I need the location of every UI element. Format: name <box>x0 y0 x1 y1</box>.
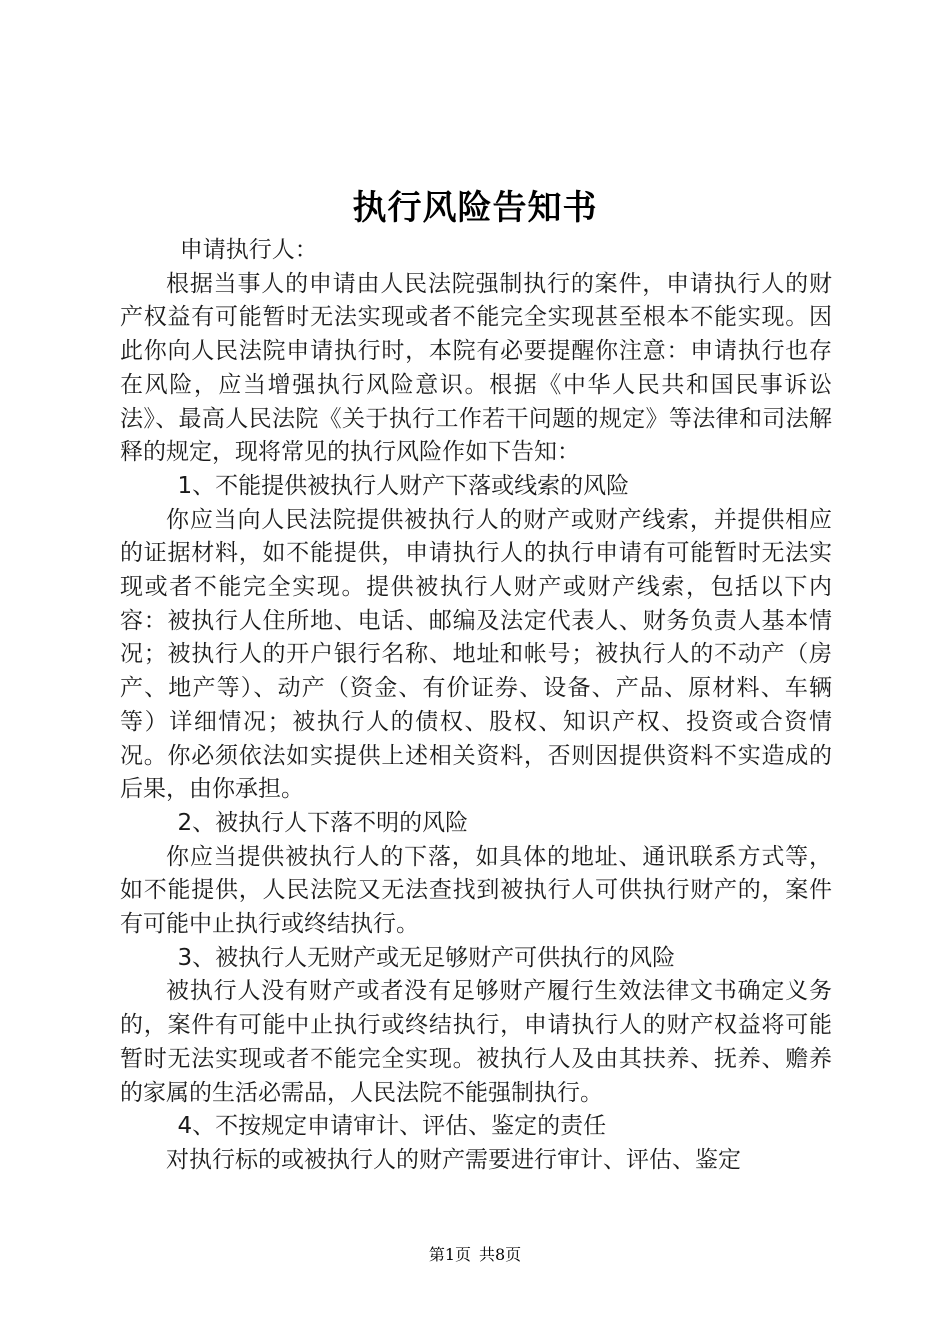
intro-paragraph: 根据当事人的申请由人民法院强制执行的案件，申请执行人的财产权益有可能暂时无法实现或者不能完全实现甚至根本不能实现。因此你向人民法院申请执行时，本院有必要提醒你注意：申请执行也存在风险，应当增强执行风险意识。根据《中华人民共和国民事诉讼法》、最高人民法院《关于执行工作若干问题的规定》等法律和司法解释的规定，现将常见的执行风险作如下告知： <box>120 270 832 466</box>
document-title: 执行风险告知书 <box>352 188 598 228</box>
page-footer <box>0 1244 950 1266</box>
page-total: 共8页 <box>479 1245 522 1264</box>
section-heading: 3、被执行人无财产或无足够财产可供执行的风险 <box>177 944 676 971</box>
page-number: 第1页 <box>428 1245 471 1264</box>
section-paragraph: 你应当向人民法院提供被执行人的财产或财产线索，并提供相应的证据材料，如不能提供，申请执行人的执行申请有可能暂时无法实现或者不能完全实现。提供被执行人财产或财产线索，包括以下内容：被执行人住所地、电话、邮编及法定代表人、财务负责人基本情况；被执行人的开户银行名称、地址和帐号；被执行人的不动产（房产、地产等）、动产（资金、有价证券、设备、产品、原材料、车辆等）详细情况；被执行人的债权、股权、知识产权、投资或合资情况。你必须依法如实提供上述相关资料，否则因提供资料不实造成的后果，由你承担。 <box>120 506 832 803</box>
section-heading: 4、不按规定申请审计、评估、鉴定的责任 <box>177 1113 607 1140</box>
section-paragraph: 你应当提供被执行人的下落，如具体的地址、通讯联系方式等，如不能提供，人民法院又无法查找到被执行人可供执行财产的，案件有可能中止执行或终结执行。 <box>120 843 832 938</box>
section-heading: 1、不能提供被执行人财产下落或线索的风险 <box>177 472 630 499</box>
document-body <box>120 234 832 1178</box>
salutation: 申请执行人： <box>179 237 318 263</box>
section-paragraph: 被执行人没有财产或者没有足够财产履行生效法律文书确定义务的，案件有可能中止执行或终结执行，申请执行人的财产权益将可能暂时无法实现或者不能完全实现。被执行人及由其扶养、抚养、赡养的家属的生活必需品，人民法院不能强制执行。 <box>120 978 832 1106</box>
section-paragraph: 对执行标的或被执行人的财产需要进行审计、评估、鉴定 <box>166 1146 741 1173</box>
section-heading: 2、被执行人下落不明的风险 <box>177 809 469 836</box>
